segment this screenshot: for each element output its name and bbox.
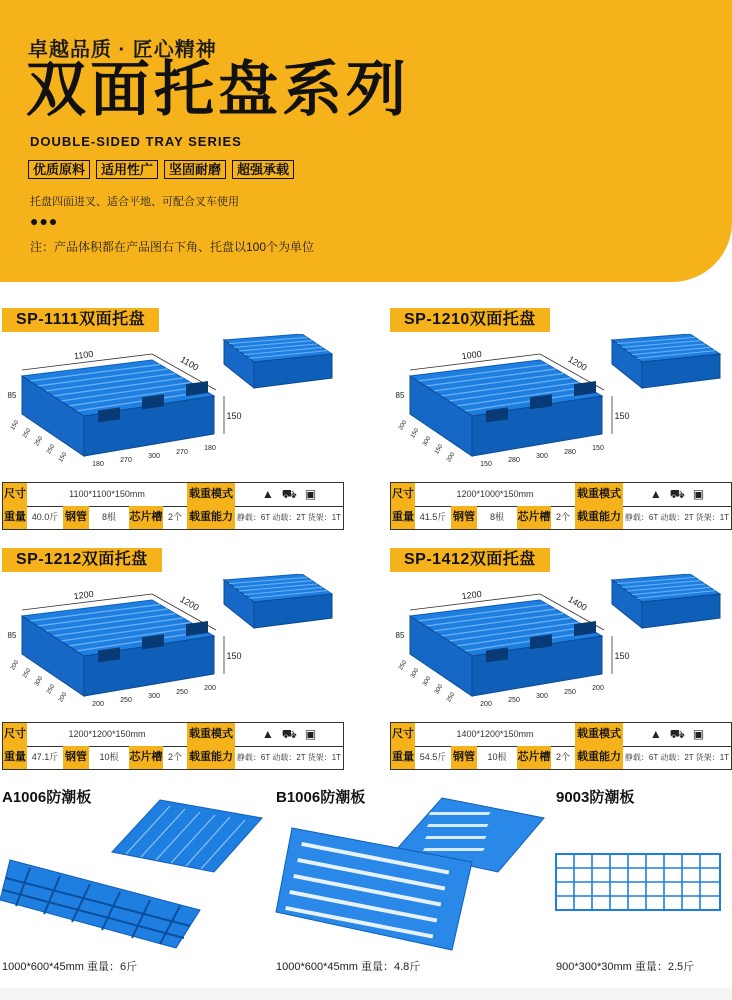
dim-label: 250: [120, 697, 132, 704]
pallet-diagram: [390, 574, 732, 719]
mat-caption: 1000*600*45mm 重量：6斤: [2, 961, 138, 973]
dim-label: 300: [410, 667, 421, 680]
spec-table: [390, 482, 732, 530]
dim-label: 300: [536, 453, 548, 460]
dim-label: 250: [446, 691, 457, 704]
mat-title: A1006防潮板: [2, 789, 92, 806]
pile-icon: ▲: [261, 487, 274, 501]
size-value: 1200*1200*150mm: [68, 729, 146, 739]
chip-label: 芯片槽: [129, 506, 163, 529]
dim-label: 250: [22, 667, 33, 680]
dim-label: 200: [204, 685, 216, 692]
product-title: SP-1412双面托盘: [390, 548, 550, 572]
size-value: 1400*1200*150mm: [456, 729, 534, 739]
dim-label: 200: [446, 451, 457, 464]
pile-icon: ▲: [261, 727, 274, 741]
load-mode-icons: [235, 723, 343, 746]
dim-label: 1200: [178, 594, 201, 613]
dim-label: 150: [58, 451, 69, 464]
steel-value: 8根: [489, 512, 504, 522]
dim-label: 250: [564, 689, 576, 696]
dim-label: 1100: [178, 354, 201, 373]
size-value: 1100*1100*150mm: [69, 489, 145, 499]
dim-label: 150: [614, 411, 630, 421]
mat-b1006-image: [272, 792, 552, 952]
feature-tag: 适用性广: [96, 160, 158, 179]
dim-label: 280: [564, 449, 576, 456]
bottom-strip: [0, 988, 732, 1000]
weight-label: 重量: [391, 746, 415, 769]
forklift-icon: ⛟: [281, 727, 297, 741]
load-mode-label: 载重模式: [187, 483, 235, 506]
weight-value: 54.5斤: [419, 752, 447, 762]
steel-label: 钢管: [451, 506, 477, 529]
dim-label: 180: [92, 461, 104, 468]
pallet-diagram: [390, 334, 732, 479]
dim-label: 85: [395, 391, 405, 400]
dim-label: 150: [434, 443, 445, 456]
load-capacity-label: 载重能力: [187, 506, 235, 529]
dim-label: 150: [614, 651, 630, 661]
dim-label: 250: [508, 697, 520, 704]
rack-icon: ▣: [692, 727, 705, 741]
weight-value: 40.0斤: [31, 512, 59, 522]
decorative-dots: ●●●: [30, 213, 59, 229]
dim-label: 200: [592, 685, 604, 692]
dim-label: 250: [176, 689, 188, 696]
steel-value: 10根: [487, 752, 507, 762]
pallet-diagram: [2, 574, 344, 719]
page-title: 双面托盘系列: [26, 56, 410, 123]
weight-label: 重量: [3, 746, 27, 769]
dim-label: 1200: [73, 588, 95, 602]
mat-a1006-image: [0, 790, 268, 950]
dim-label: 1200: [566, 354, 589, 373]
weight-value: 47.1斤: [31, 752, 59, 762]
dim-label: 150: [480, 461, 492, 468]
dim-label: 250: [34, 435, 45, 448]
chip-value: 2个: [167, 752, 182, 762]
note-text: 注：产品体积都在产品图右下角、托盘以100个为单位: [30, 240, 315, 254]
forklift-icon: ⛟: [669, 727, 685, 741]
dim-label: 300: [148, 693, 160, 700]
steel-value: 8根: [101, 512, 116, 522]
dim-label: 85: [7, 631, 17, 640]
steel-label: 钢管: [451, 746, 477, 769]
load-capacity-label: 载重能力: [575, 746, 623, 769]
header-banner: [0, 0, 732, 282]
chip-value: 2个: [167, 512, 182, 522]
steel-label: 钢管: [63, 506, 89, 529]
mat-9003-image: [552, 850, 724, 914]
size-label: 尺寸: [3, 723, 27, 746]
load-capacity-label: 载重能力: [187, 746, 235, 769]
weight-label: 重量: [391, 506, 415, 529]
dim-label: 1000: [461, 348, 483, 362]
dim-label: 150: [410, 427, 421, 440]
product-title: SP-1111双面托盘: [2, 308, 159, 332]
dim-label: 200: [92, 701, 104, 708]
dim-label: 250: [398, 659, 409, 672]
spec-table: [390, 722, 732, 770]
spec-table: [2, 722, 344, 770]
dim-label: 85: [7, 391, 17, 400]
product-card: [390, 308, 732, 548]
dim-label: 1200: [461, 588, 483, 602]
mat-title: B1006防潮板: [276, 789, 366, 806]
dim-label: 250: [22, 427, 33, 440]
spec-table: [2, 482, 344, 530]
product-title: SP-1210双面托盘: [390, 308, 550, 332]
weight-value: 41.5斤: [419, 512, 447, 522]
dim-label: 150: [226, 411, 242, 421]
dim-label: 300: [536, 693, 548, 700]
pile-icon: ▲: [649, 727, 662, 741]
load-capacity-value: 静载：6T 动载：2T 货架：1T: [624, 513, 730, 522]
chip-label: 芯片槽: [129, 746, 163, 769]
load-mode-label: 载重模式: [187, 723, 235, 746]
load-mode-icons: [235, 483, 343, 506]
dim-label: 270: [176, 449, 188, 456]
dim-label: 180: [204, 445, 216, 452]
dim-label: 300: [34, 675, 45, 688]
mat-title: 9003防潮板: [556, 789, 635, 806]
product-card: [2, 548, 344, 788]
rack-icon: ▣: [304, 487, 317, 501]
load-mode-label: 载重模式: [575, 723, 623, 746]
mat-caption: 1000*600*45mm 重量：4.8斤: [276, 961, 421, 973]
dim-label: 200: [10, 659, 21, 672]
load-mode-icons: [623, 483, 731, 506]
dim-label: 1400: [566, 594, 589, 613]
dim-label: 300: [422, 675, 433, 688]
mat-caption: 900*300*30mm 重量：2.5斤: [556, 961, 695, 973]
weight-label: 重量: [3, 506, 27, 529]
forklift-icon: ⛟: [281, 487, 297, 501]
size-label: 尺寸: [3, 483, 27, 506]
load-capacity-value: 静载：6T 动载：2T 货架：1T: [236, 753, 342, 762]
size-value: 1200*1000*150mm: [456, 489, 534, 499]
load-mode-icons: [623, 723, 731, 746]
forklift-icon: ⛟: [669, 487, 685, 501]
dim-label: 280: [508, 457, 520, 464]
steel-value: 10根: [99, 752, 119, 762]
dim-label: 1100: [73, 348, 94, 362]
load-capacity-value: 静载：6T 动载：2T 货架：1T: [624, 753, 730, 762]
load-capacity-value: 静载：6T 动载：2T 货架：1T: [236, 513, 342, 522]
feature-tag: 超强承载: [232, 160, 294, 179]
product-title: SP-1212双面托盘: [2, 548, 162, 572]
dim-label: 300: [422, 435, 433, 448]
dim-label: 150: [226, 651, 242, 661]
pile-icon: ▲: [649, 487, 662, 501]
english-subtitle: DOUBLE-SIDED TRAY SERIES: [30, 134, 242, 149]
chip-label: 芯片槽: [517, 746, 551, 769]
dim-label: 150: [592, 445, 604, 452]
dim-label: 150: [10, 419, 21, 432]
feature-tag: 坚固耐磨: [164, 160, 226, 179]
dim-label: 250: [46, 443, 57, 456]
dim-label: 300: [434, 683, 445, 696]
product-card: [390, 548, 732, 788]
dim-label: 250: [46, 683, 57, 696]
dim-label: 200: [398, 419, 409, 432]
chip-label: 芯片槽: [517, 506, 551, 529]
dim-label: 200: [480, 701, 492, 708]
dim-label: 85: [395, 631, 405, 640]
load-capacity-label: 载重能力: [575, 506, 623, 529]
pallet-diagram: [2, 334, 344, 479]
size-label: 尺寸: [391, 723, 415, 746]
dim-label: 270: [120, 457, 132, 464]
feature-tags: [28, 160, 294, 179]
rack-icon: ▣: [304, 727, 317, 741]
steel-label: 钢管: [63, 746, 89, 769]
dim-label: 300: [148, 453, 160, 460]
usage-text: 托盘四面进叉、适合平地、可配合叉车使用: [30, 196, 239, 208]
dim-label: 200: [58, 691, 69, 704]
chip-value: 2个: [555, 752, 570, 762]
slogan: 卓越品质 · 匠心精神: [28, 39, 217, 61]
rack-icon: ▣: [692, 487, 705, 501]
product-card: [2, 308, 344, 548]
size-label: 尺寸: [391, 483, 415, 506]
feature-tag: 优质原料: [28, 160, 90, 179]
load-mode-label: 载重模式: [575, 483, 623, 506]
chip-value: 2个: [555, 512, 570, 522]
